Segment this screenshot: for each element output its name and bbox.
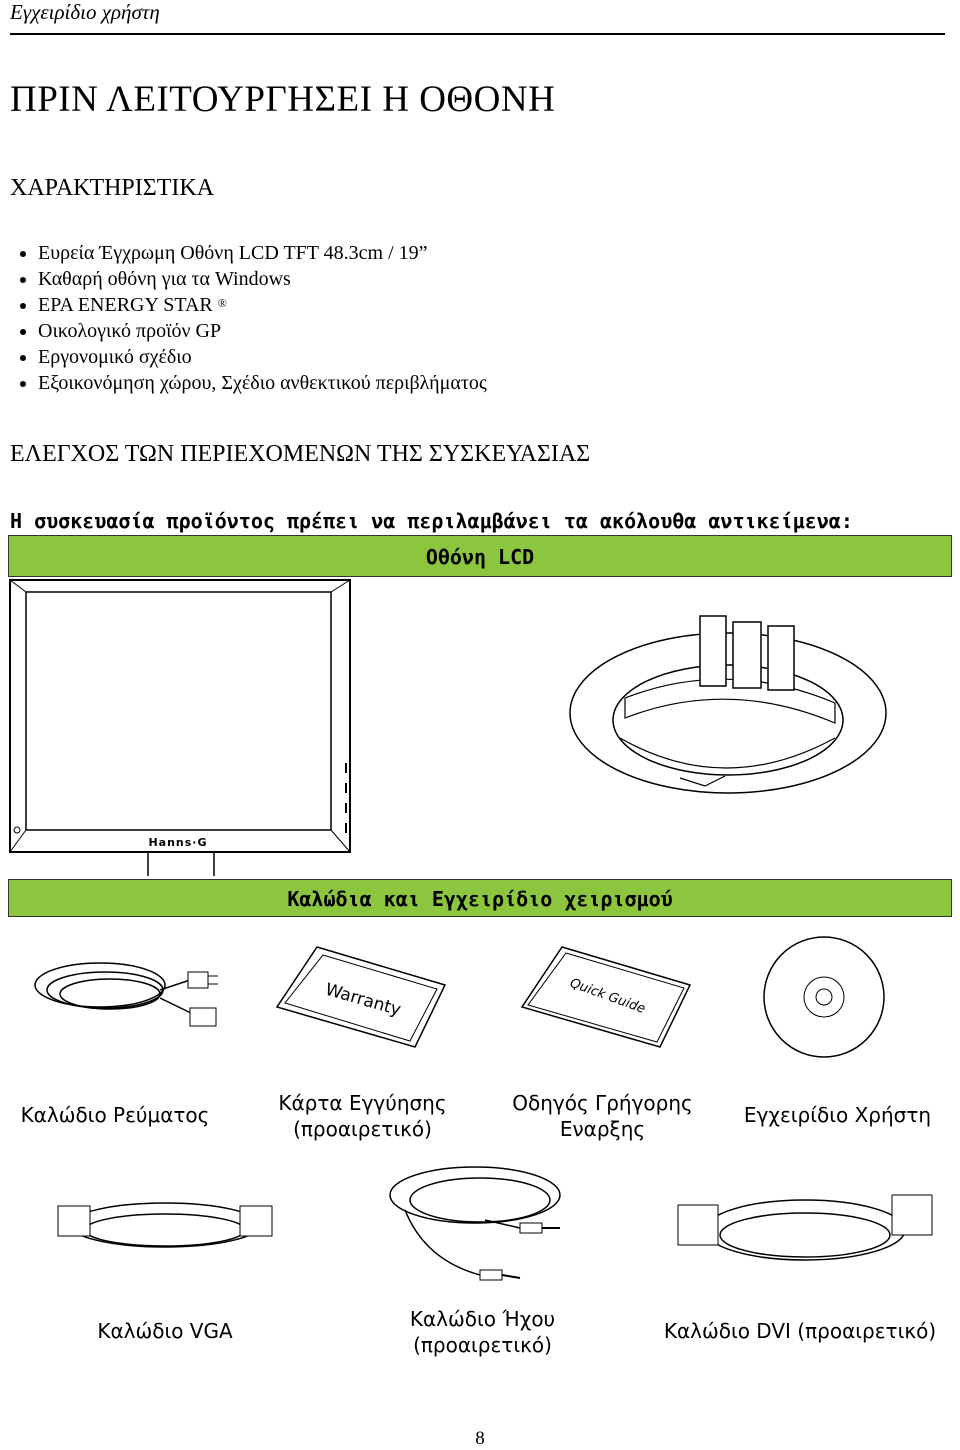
- caption-audio-cable: Καλώδιο Ήχου (προαιρετικό): [409, 1307, 556, 1357]
- caption-power-cable: Καλώδιο Ρεύματος: [20, 1103, 210, 1127]
- audio-cable-illustration: [385, 1160, 585, 1300]
- section-bar-cables-manual: Καλώδια και Εγχειρίδιο χειρισμού: [8, 879, 952, 917]
- feature-item: Ευρεία Έγχρωμη Οθόνη LCD TFT 48.3cm / 19”: [10, 240, 487, 266]
- user-manual-cd-illustration: [762, 935, 887, 1060]
- feature-item: Οικολογικό προϊόν GP: [10, 318, 487, 344]
- document-header-title: Εγχειρίδιο χρήστη: [10, 0, 160, 24]
- caption-quick-guide: Οδηγός Γρήγορης Εναρξης: [512, 1091, 693, 1141]
- feature-item: Καθαρή οθόνη για τα Windows: [10, 266, 487, 292]
- feature-item: Εξοικονόμηση χώρου, Σχέδιο ανθεκτικού περιβλήματος: [10, 370, 487, 396]
- warranty-card-illustration: [275, 945, 450, 1050]
- page-number: 8: [475, 1428, 485, 1449]
- power-cable-illustration: [30, 950, 230, 1030]
- vga-cable-illustration: [50, 1190, 280, 1270]
- section-bar-lcd: Οθόνη LCD: [8, 535, 952, 577]
- registered-mark: ®: [217, 296, 227, 310]
- caption-dvi-cable: Καλώδιο DVI (προαιρετικό): [663, 1319, 937, 1343]
- package-contents-heading: ΕΛΕΓΧΟΣ ΤΩΝ ΠΕΡΙΕΧΟΜΕΝΩΝ ΤΗΣ ΣΥΣΚΕΥΑΣΙΑΣ: [10, 441, 591, 467]
- dvi-cable-illustration: [670, 1175, 940, 1280]
- caption-vga-cable: Καλώδιο VGA: [97, 1319, 233, 1343]
- monitor-stand-base-illustration: [565, 608, 895, 798]
- caption-warranty-card: Κάρτα Εγγύησης (προαιρετικό): [278, 1091, 447, 1141]
- warranty-card-label: Warranty: [322, 979, 404, 1021]
- quick-guide-label: Quick Guide: [567, 975, 648, 1017]
- features-heading: ΧΑΡΑΚΤΗΡΙΣΤΙΚΑ: [10, 175, 215, 201]
- header-divider: [10, 33, 945, 35]
- package-contents-intro: Η συσκευασία προϊόντος πρέπει να περιλαμβάνει τα ακόλουθα αντικείμενα:: [10, 509, 853, 533]
- quick-guide-illustration: [520, 945, 695, 1050]
- page-title: ΠΡΙΝ ΛΕΙΤΟΥΡΓΗΣΕΙ Η ΟΘΟΝΗ: [10, 79, 556, 120]
- lcd-monitor-illustration: [8, 578, 353, 878]
- feature-item: EPA ENERGY STAR ®: [10, 292, 487, 318]
- features-list: [10, 240, 487, 396]
- feature-item: Εργονομικό σχέδιο: [10, 344, 487, 370]
- monitor-brand-logo: Hanns·G: [148, 836, 208, 849]
- caption-user-manual: Εγχειρίδιο Χρήστη: [743, 1103, 932, 1127]
